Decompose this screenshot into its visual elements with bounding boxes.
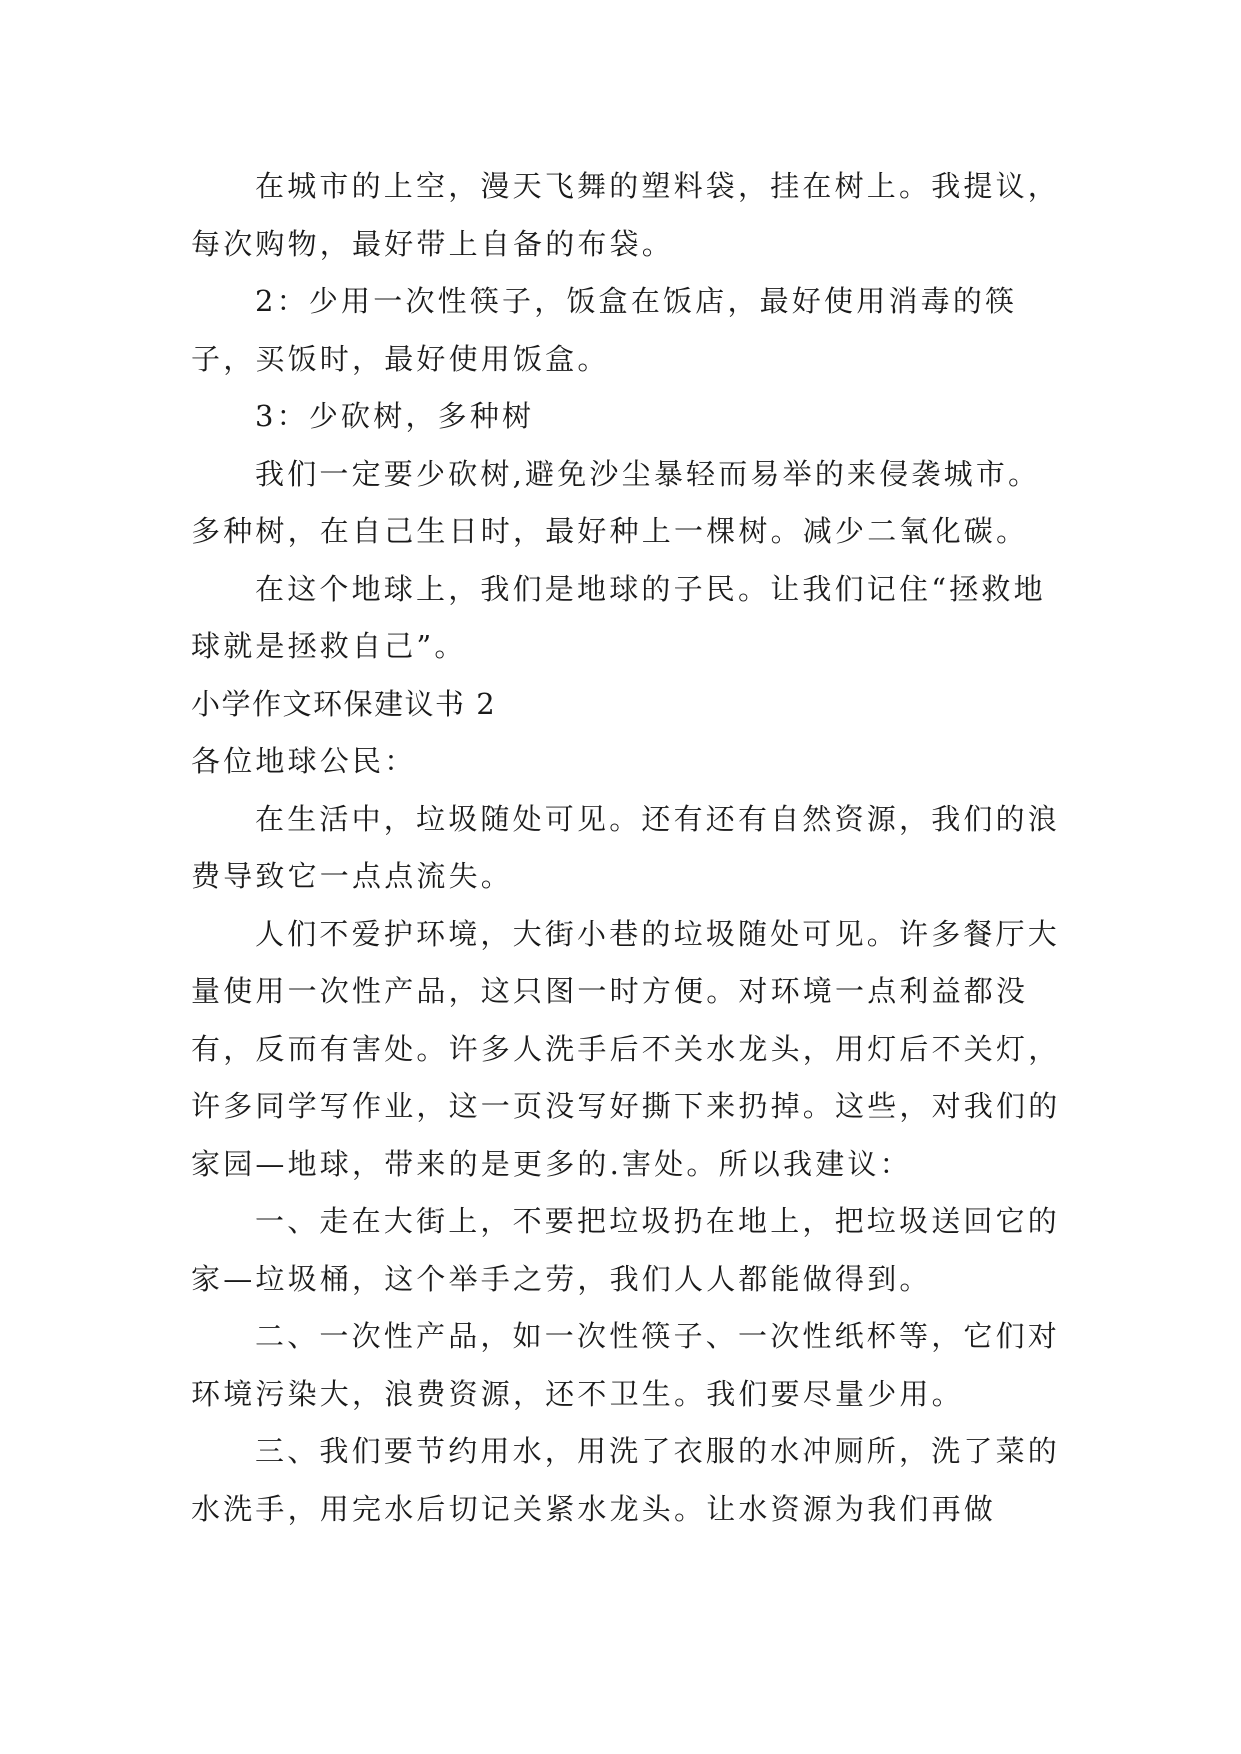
document-body [191, 158, 1061, 1538]
paragraph: 在这个地球上，我们是地球的子民。让我们记住“拯救地球就是拯救自己”。 [191, 571, 1046, 663]
paragraph: 我们一定要少砍树,避免沙尘暴轻而易举的来侵袭城市。多种树，在自己生日时，最好种上一棵树。减少二氧化碳。 [191, 456, 1041, 548]
paragraph: 人们不爱护环境，大街小巷的垃圾随处可见。许多餐厅大量使用一次性产品，这只图一时方便。对环境一点利益都没有，反而有害处。许多人洗手后不关水龙头，用灯后不关灯，许多同学写作业，这一页没写好撕下来扔掉。这些，对我们的家园—地球，带来的是更多的.害处。所以我建议： [191, 916, 1061, 1181]
paragraph: 在城市的上空，漫天飞舞的塑料袋，挂在树上。我提议，每次购物，最好带上自备的布袋。 [191, 169, 1061, 261]
paragraph: 一、走在大街上，不要把垃圾扔在地上，把垃圾送回它的家—垃圾桶，这个举手之劳，我们人人都能做得到。 [191, 1204, 1061, 1296]
paragraph: 二、一次性产品，如一次性筷子、一次性纸杯等，它们对环境污染大，浪费资源，还不卫生。我们要尽量少用。 [191, 1319, 1061, 1411]
paragraph: 在生活中，垃圾随处可见。还有还有自然资源，我们的浪费导致它一点点流失。 [191, 801, 1061, 893]
paragraph: 3：少砍树，多种树 [255, 399, 535, 433]
paragraph: 2：少用一次性筷子，饭盒在饭店，最好使用消毒的筷子，买饭时，最好使用饭盒。 [191, 284, 1018, 376]
salutation: 各位地球公民： [191, 744, 417, 778]
paragraph: 三、我们要节约用水，用洗了衣服的水冲厕所，洗了菜的水洗手，用完水后切记关紧水龙头。让水资源为我们再做 [191, 1434, 1061, 1526]
section-heading: 小学作文环保建议书 2 [191, 686, 497, 721]
